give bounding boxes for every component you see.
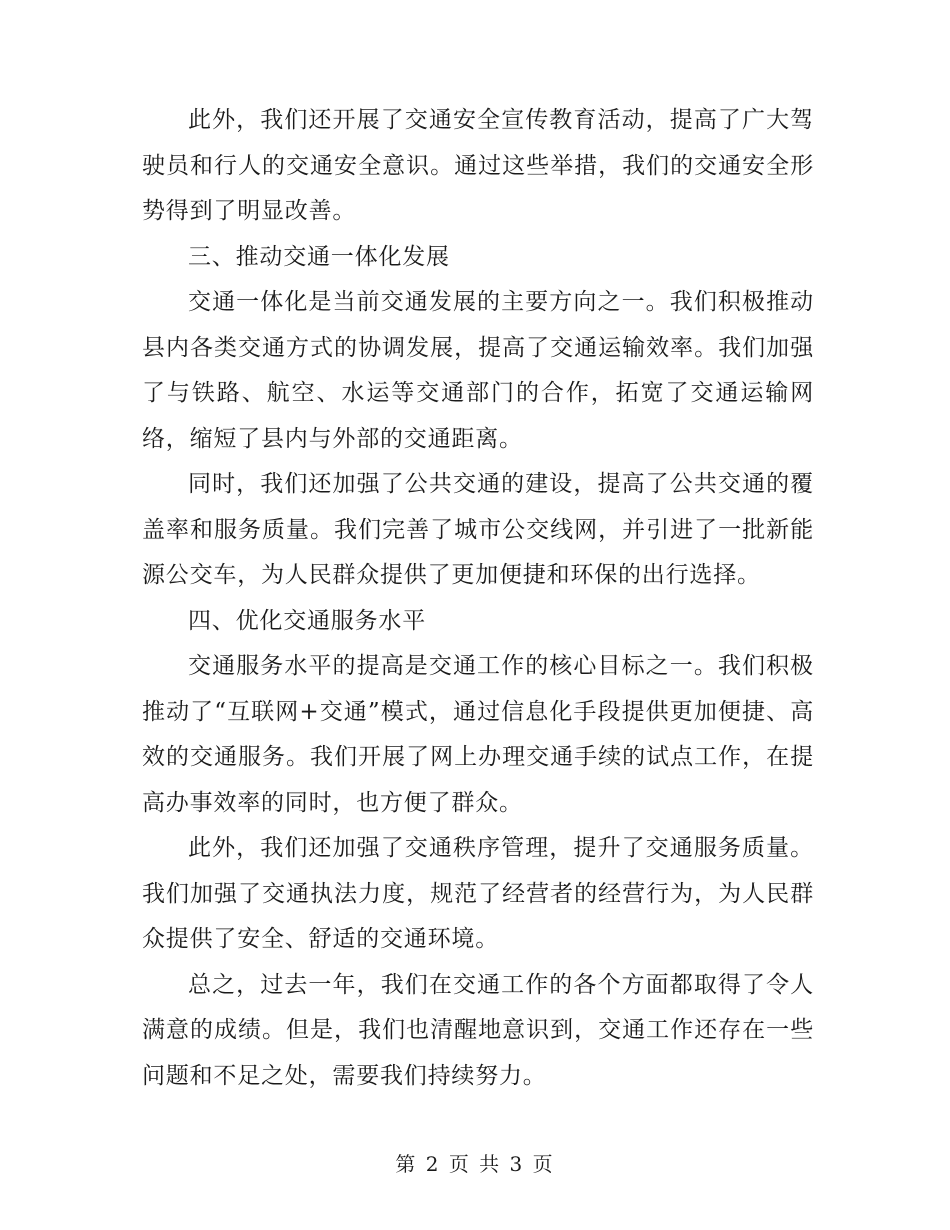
section-heading-integration: 三、推动交通一体化发展 [188,243,450,270]
paragraph-public-transport: 同时，我们还加强了公共交通的建设，提高了公共交通的覆盖率和服务质量。我们完善了城市公交线网，并引进了一批新能源公交车，为人民群众提供了更加便捷和环保的出行选择。 [142,471,814,588]
paragraph-safety-campaign: 此外，我们还开展了交通安全宣传教育活动，提高了广大驾驶员和行人的交通安全意识。通过这些举措，我们的交通安全形势得到了明显改善。 [142,107,814,224]
page-number-footer: 第 2 页 共 3 页 [395,1152,555,1176]
paragraph-internet-transport: 交通服务水平的提高是交通工作的核心目标之一。我们积极推动了“互联网+交通”模式，通过信息化手段提供更加便捷、高效的交通服务。我们开展了网上办理交通手续的试点工作，在提高办事效率的同时，也方便了群众。 [142,653,814,816]
paragraph-order-management: 此外，我们还加强了交通秩序管理，提升了交通服务质量。我们加强了交通执法力度，规范了经营者的经营行为，为人民群众提供了安全、舒适的交通环境。 [142,835,814,952]
section-heading-service: 四、优化交通服务水平 [188,607,426,634]
paragraph-conclusion: 总之，过去一年，我们在交通工作的各个方面都取得了令人满意的成绩。但是，我们也清醒地意识到，交通工作还存在一些问题和不足之处，需要我们持续努力。 [142,971,814,1089]
paragraph-integration: 交通一体化是当前交通发展的主要方向之一。我们积极推动县内各类交通方式的协调发展，提高了交通运输效率。我们加强了与铁路、航空、水运等交通部门的合作，拓宽了交通运输网络，缩短了县内与外部的交通距离。 [142,289,814,452]
document-body [142,98,814,1099]
